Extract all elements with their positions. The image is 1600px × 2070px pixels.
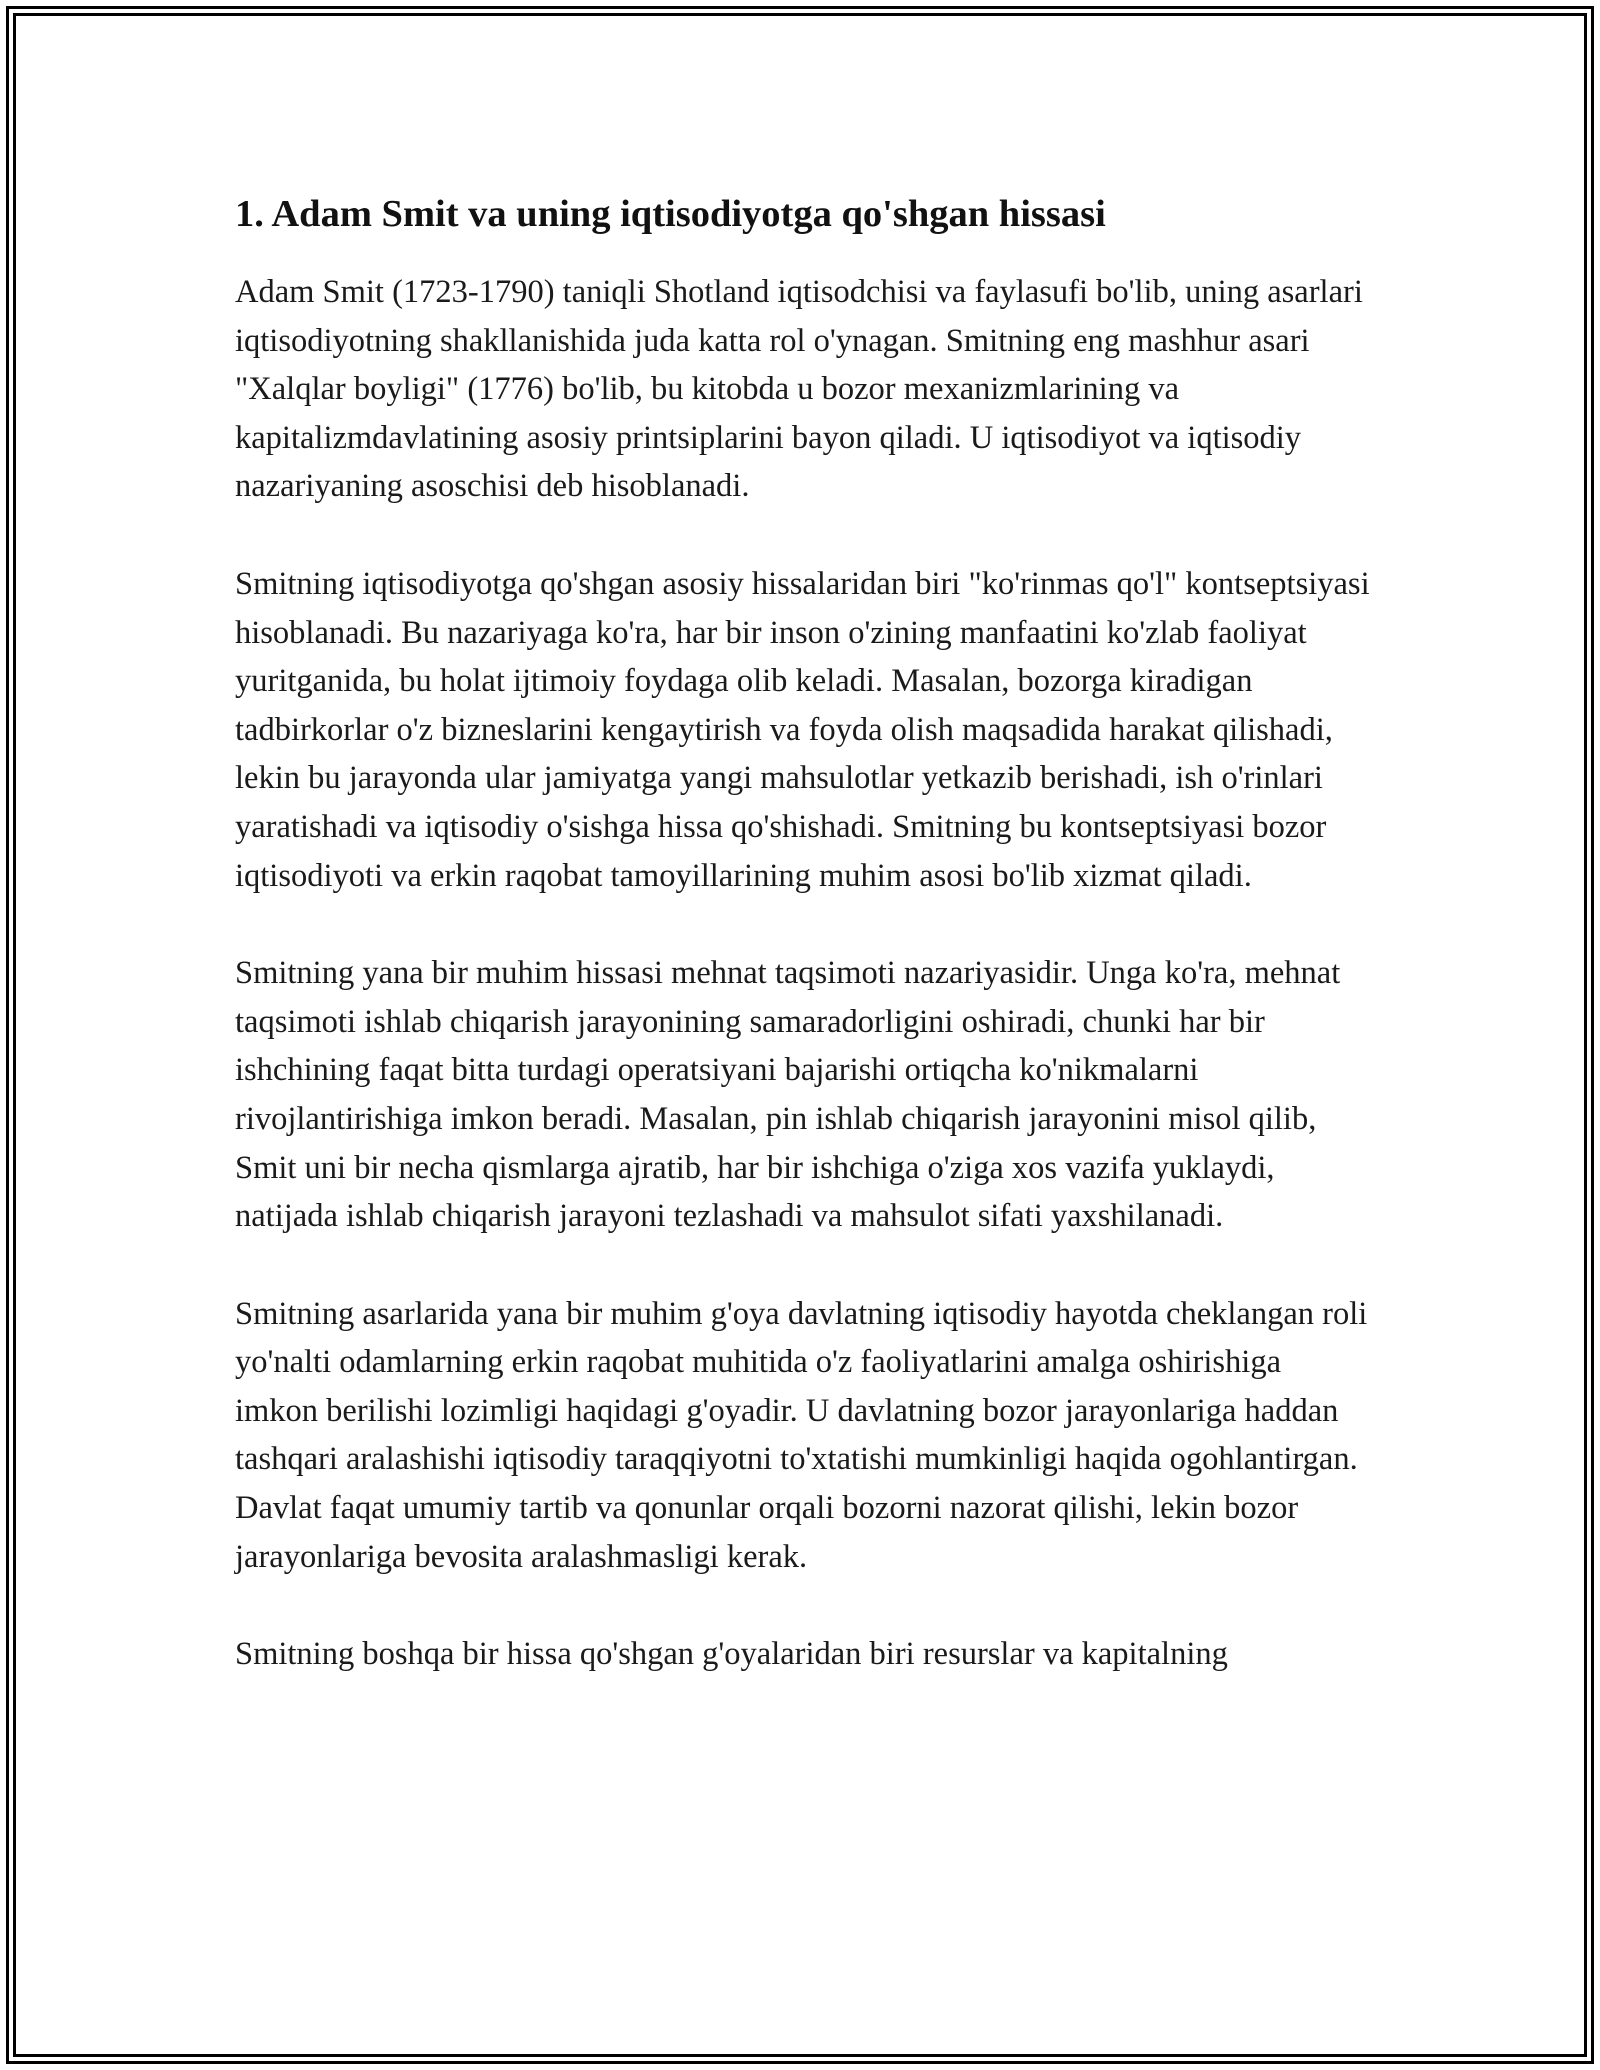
paragraph-division-of-labor: Smitning yana bir muhim hissasi mehnat taqsimoti nazariyasidir. Unga ko'ra, mehnat taqsimoti ishlab chiqarish jarayonining samaradorligini oshiradi, chunki har bir ishchining faqat bitta turdagi operatsiyani bajarishi ortiqcha ko'nikmalarni rivojlantirishiga imkon beradi. Masalan, pin ishlab chiqarish jarayonini misol qilib, Smit uni bir necha qismlarga ajratib, har bir ishchiga o'ziga xos vazifa yuklaydi, natijada ishlab chiqarish jarayoni tezlashadi va mahsulot sifati yaxshilanadi. [235, 955, 1341, 1235]
paragraph-intro: Adam Smit (1723-1790) taniqli Shotland iqtisodchisi va faylasufi bo'lib, uning asarlari iqtisodiyotning shakllanishida juda katta rol o'ynagan. Smitning eng mashhur asari "Xalqlar boyligi" (1776) bo'lib, bu kitobda u bozor mexanizmlarining va kapitalizmdavlatining asosiy printsiplarini bayon qiladi. U iqtisodiyot va iqtisodiy nazariyaning asoschisi deb hisoblanadi. [235, 274, 1363, 505]
paragraph-role-of-state: Smitning asarlarida yana bir muhim g'oya davlatning iqtisodiy hayotda cheklangan roli yo'nalti odamlarning erkin raqobat muhitida o'z faoliyatlarini amalga oshirishiga imkon berilishi lozimligi haqidagi g'oyadir. U davlatning bozor jarayonlariga haddan tashqari aralashishi iqtisodiy taraqqiyotni to'xtatishi mumkinligi haqida ogohlantirgan. Davlat faqat umumiy tartib va qonunlar orqali bozorni nazorat qilishi, lekin bozor jarayonlariga bevosita aralashmasligi kerak. [235, 1295, 1368, 1575]
paragraph-resources-capital: Smitning boshqa bir hissa qo'shgan g'oyalaridan biri resurslar va kapitalning [235, 1636, 1228, 1673]
document-body [235, 186, 1370, 1728]
paragraph-invisible-hand: Smitning iqtisodiyotga qo'shgan asosiy hissalaridan biri "ko'rinmas qo'l" kontseptsiyasi hisoblanadi. Bu nazariyaga ko'ra, har bir inson o'zining manfaatini ko'zlab faoliyat yuritganida, bu holat ijtimoiy foydaga olib keladi. Masalan, bozorga kiradigan tadbirkorlar o'z bizneslarini kengaytirish va foyda olish maqsadida harakat qilishadi, lekin bu jarayonda ular jamiyatga yangi mahsulotlar yetkazib berishadi, ish o'rinlari yaratishadi va iqtisodiy o'sishga hissa qo'shishadi. Smitning bu kontseptsiyasi bozor iqtisodiyoti va erkin raqobat tamoyillarining muhim asosi bo'lib xizmat qiladi. [235, 565, 1370, 894]
section-heading: 1. Adam Smit va uning iqtisodiyotga qo'shgan hissasi [235, 193, 1106, 235]
